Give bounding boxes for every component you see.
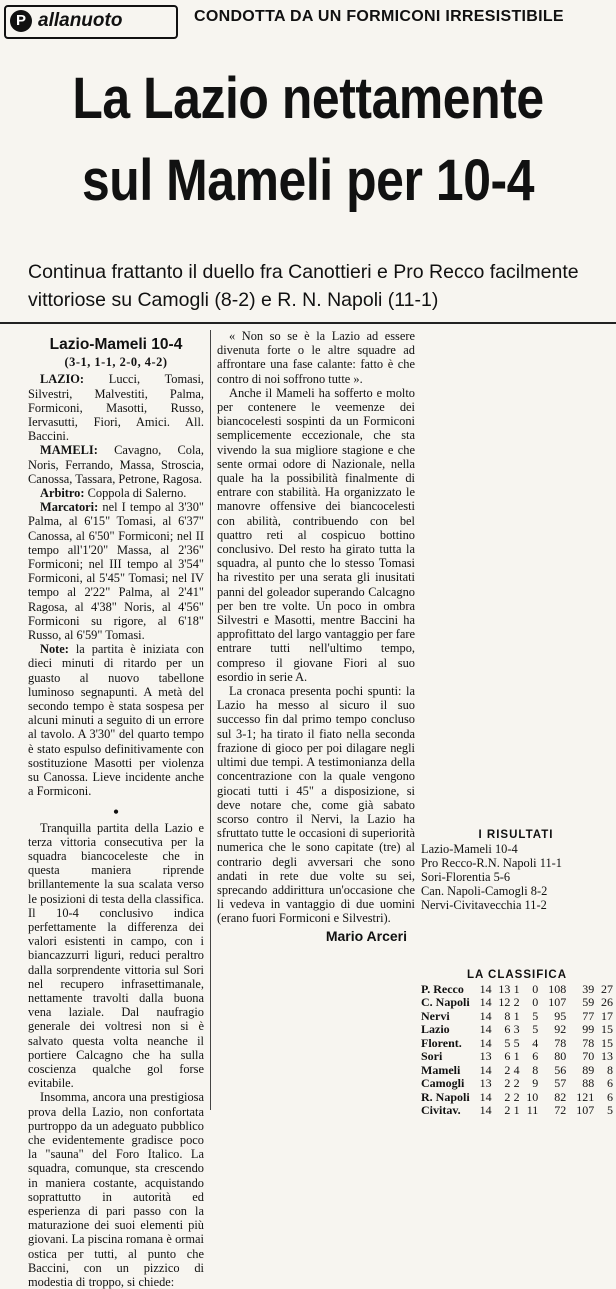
author-byline: Mario Arceri [325,927,407,944]
standings-cell-gf: 57 [554,1076,567,1090]
standings-cell-g: 13 [479,1076,492,1090]
standings-cell-gf: 108 [548,981,567,996]
standings-cell-pt: 15 [601,1035,613,1050]
standings-cell-team: Camogli [421,1076,465,1090]
standings-row [421,1104,613,1118]
standings-cell-pt: 6 [607,1076,613,1090]
standings-cell-v: 8 [504,1008,511,1023]
standings-row [421,996,613,1010]
headline-line-1: La Lazio nettamente [72,66,544,131]
arbitro-label: Arbitro: [40,486,85,501]
standings-row [421,1091,613,1105]
standings-cell-pt: 27 [601,981,613,996]
standings-cell-v: 2 [504,1062,511,1077]
standings-cell-g: 14 [479,1089,492,1104]
standings-cell-team: Sori [421,1049,443,1063]
standings-title: LA CLASSIFICA [466,969,568,981]
standings-cell-pt: 13 [601,1049,613,1063]
standings-cell-n: 1 [513,1103,520,1117]
result-line: Sori-Florentia 5-6 [421,870,511,884]
section-rubric [4,5,178,39]
column-2 [217,329,415,943]
standings-cell-v: 6 [504,1049,511,1063]
standings-cell-n: 1 [513,1049,520,1063]
standings-cell-team: P. Recco [421,981,464,996]
standings-cell-pt: 17 [601,1008,613,1023]
standings-row [421,1064,613,1078]
p-badge-icon: P [10,10,32,32]
standings-cell-gs: 89 [582,1062,595,1077]
referee [28,486,204,500]
result-line: Lazio-Mameli 10-4 [421,842,518,856]
standings-cell-v: 2 [504,1089,511,1104]
lazio-lineup [28,372,204,443]
rubric-name: allanuoto [38,10,123,31]
headline-line-2: sul Mameli per 10-4 [81,148,535,213]
mameli-text: Cavagno, Cola, Noris, Ferrando, Massa, Stroscia, Canossa, Tassara, Petrone, Ragosa. [28,443,204,486]
article-paragraph: La cronaca presenta pochi spunti: la Lazio ha messo al sicuro il suo successo fin dal primo tempo concluso sul 3-1; ha tirato il fiato nella seconda frazione di gioco per poi dilagare negli ultimi due tempi. A testimonianza della concentrazione con la quale vengono giocati tutti i 45" a disposizione, si deve notare che, come già sabato scorso contro il Nervi, la Lazio ha sfruttato tutte le occasioni di superiorità numerica che le sono capitate (tre) al contrario degli avversari che sono andati in rete due volte su sei, sprecando addirittura un'occasione che li vedeva in vantaggio di due uomini (erano fuori Formiconi e Silvestri). [217,684,415,926]
result-line: Can. Napoli-Camogli 8-2 [421,884,548,898]
standings-cell-pt: 15 [601,1022,613,1036]
standings-cell-g: 14 [479,981,492,996]
separator-dot-icon: • [112,801,120,822]
results-title: I RISULTATI [478,829,554,841]
standings-row [421,1077,613,1091]
standings-cell-g: 14 [479,1008,492,1023]
standings-cell-p: 8 [532,1062,539,1077]
standings-box [421,969,613,1118]
standings-table [421,983,613,1118]
match-title: Lazio-Mameli 10-4 [49,336,183,353]
standings-cell-gf: 92 [554,1022,567,1036]
headline [43,58,573,222]
standings-cell-p: 6 [532,1049,539,1063]
marcatori-label: Marcatori: [40,500,99,515]
standings-cell-v: 2 [504,1103,511,1117]
standings-row [421,1037,613,1051]
standings-cell-pt: 26 [601,995,613,1009]
kicker: CONDOTTA DA UN FORMICONI IRRESISTIBILE [194,8,564,25]
standings-cell-pt: 8 [607,1062,613,1077]
standings-row [421,1010,613,1024]
standings-cell-gf: 95 [554,1008,567,1023]
standings-cell-v: 2 [504,1076,511,1090]
column-divider [210,330,211,1110]
standings-cell-team: C. Napoli [421,995,470,1009]
standings-cell-p: 10 [526,1089,539,1104]
mameli-lineup [28,443,204,486]
standings-cell-n: 5 [513,1035,520,1050]
standings-cell-v: 6 [504,1022,511,1036]
standings-cell-gs: 77 [582,1008,595,1023]
standings-cell-p: 9 [532,1076,539,1090]
standings-cell-v: 13 [498,981,511,996]
standings-cell-g: 14 [479,995,492,1009]
standings-cell-v: 12 [498,995,511,1009]
standings-cell-team: Civitav. [421,1103,461,1117]
article-paragraph: Insomma, ancora una prestigiosa prova della Lazio, non confortata purtroppo da un adeguato pubblico che evidentemente gradisce poco la "sauna" del Foro Italico. La squadra, comunque, sta crescendo in maniera costante, acquistando soprattutto in autorità ed esperienza di pari passo con la maturazione dei suoi elementi più giovani. La piscina romana è ormai ostica per tutti, al punto che Baccini, con un pizzico di modestia di troppo, si chiede: [28,1090,204,1289]
standings-cell-team: Lazio [421,1022,450,1036]
section-header [0,0,616,42]
standings-cell-gf: 82 [554,1089,567,1104]
notes [28,642,204,798]
standings-cell-gs: 107 [576,1103,595,1117]
note-text: la partita è iniziata con dieci minuti di ritardo per un guasto al nuovo tabellone luminoso segnapunti. A metà del secondo tempo è stata sospesa per alcuni minuti a seguito di un errore al tavolo. A 3'30" del quarto tempo è stato espulso definitivamente con sostituzione Masotti per violenza su Canossa. Lieve incidente anche a Formiconi. [28,642,204,799]
standings-cell-n: 2 [513,995,520,1009]
standings-cell-gs: 39 [582,981,595,996]
standings-cell-n: 1 [513,1008,520,1023]
standings-cell-g: 14 [479,1062,492,1077]
article-paragraph: Anche il Mameli ha sofferto e molto per contenere le veemenze dei biancocelesti sospinti da un Formiconi semplicemente eccezionale, che sta vivendo la sua migliore stagione e che sente ormai odore di Nazionale, nella quale ha la possibilità finalmente di entrare con stabilità. Ha organizzato le manovre offensive dei biancocelesti con abilità, contribuendo con bel quattro reti al cospicuo bottino conclusivo. Del resto ha girato tutta la squadra, al punto che lo stesso Tomasi ha rivestito per una serata gli inusitati panni del goleador superando Calcagno per ben tre volte. Un poco in ombra Silvestri e Masotti, mentre Baccini ha approfittato del largo vantaggio per fare entrare tutti nell'ultimo tempo, compreso il giovane Fiori al suo esordio in serie A. [217,385,415,684]
lazio-label: LAZIO: [40,372,85,387]
standings-cell-p: 4 [532,1035,539,1050]
scorers [28,500,204,642]
standings-cell-pt: 5 [607,1103,613,1117]
standings-cell-g: 14 [479,1035,492,1050]
standings-cell-p: 5 [532,1022,539,1036]
standings-cell-p: 0 [532,995,539,1009]
standings-row [421,1023,613,1037]
mameli-label: MAMELI: [40,443,98,458]
standings-cell-g: 14 [479,1103,492,1117]
standings-cell-gs: 78 [582,1035,595,1050]
standings-cell-gs: 59 [582,995,595,1009]
standings-row [421,983,613,997]
standings-cell-p: 0 [532,981,539,996]
marcatori-text: nel I tempo al 3'30" Palma, al 6'15" Tomasi, al 6'37" Canossa, al 6'50" Formiconi; nel II tempo all'1'20" Massa, al 2'36" Formiconi; nel III tempo al 3'54" Formiconi, al 5'45" Tomasi; nel IV tempo al 2'22" Palma, al 2'41" Ragosa, al 4'38" Noris, al 4'56" Formiconi su rigore, al 6'18" Russo, al 6'59" Tomasi. [28,500,204,643]
standings-cell-pt: 6 [607,1089,613,1104]
standings-cell-team: Nervi [421,1008,450,1023]
column-1 [28,338,204,1289]
results-box [421,828,611,912]
divider [0,322,616,324]
standings-cell-n: 2 [513,1089,520,1104]
standings-cell-gf: 78 [554,1035,567,1050]
standings-cell-v: 5 [504,1035,511,1050]
subheadline: Continua frattanto il duello fra Canottieri e Pro Recco facilmente vittoriose su Camogli (8-2) e R. N. Napoli (11-1) [28,261,579,311]
standings-cell-g: 14 [479,1022,492,1036]
standings-cell-gs: 121 [576,1089,595,1104]
result-line: Nervi-Civitavecchia 11-2 [421,898,547,912]
standings-cell-gf: 107 [548,995,567,1009]
standings-cell-gs: 99 [582,1022,595,1036]
standings-cell-team: Mameli [421,1062,461,1077]
result-line: Pro Recco-R.N. Napoli 11-1 [421,856,562,870]
partial-scores: (3-1, 1-1, 2-0, 4-2) [64,355,168,370]
standings-cell-gf: 80 [554,1049,567,1063]
standings-cell-gf: 56 [554,1062,567,1077]
note-label: Note: [40,642,69,657]
standings-cell-g: 13 [479,1049,492,1063]
article-paragraph: Tranquilla partita della Lazio e terza vittoria consecutiva per la squadra biancoceleste che in questa maniera riprende brillantemente la sua scalata verso le posizioni di testa della classifica. Il 10-4 conclusivo indica perfettamente la differenza dei valori esistenti in campo, con i biancazzurri liguri, reduci peraltro dalla sorprendente vittoria sul Sori nel recupero infrasettimanale, nettamente travolti dalla buona vena laziale. Dal naufragio generale dei voltresi non si è salvato questa volta neanche il portiere Calcagno che ha sulla coscienza qualche gol forse evitabile. [28,820,204,1091]
standings-cell-n: 4 [513,1062,520,1077]
lazio-text: Lucci, Tomasi, Silvestri, Malvestiti, Palma, Formiconi, Masotti, Russo, Iervasutti, Fiori, Amici. All. Baccini. [28,372,204,444]
standings-cell-p: 5 [532,1008,539,1023]
standings-cell-gs: 88 [582,1076,595,1090]
standings-row [421,1050,613,1064]
standings-cell-n: 1 [513,981,520,996]
standings-cell-team: R. Napoli [421,1089,470,1104]
standings-cell-n: 2 [513,1076,520,1090]
standings-cell-n: 3 [513,1022,520,1036]
standings-cell-gs: 70 [582,1049,595,1063]
standings-cell-p: 11 [526,1103,539,1117]
arbitro-text: Coppola di Salerno. [84,486,187,501]
standings-cell-team: Florent. [421,1035,462,1050]
article-paragraph: « Non so se è la Lazio ad essere divenuta forte o le altre squadre ad affrontare una fase calante: fatto è che contro di noi soffrono tutte ». [217,329,415,386]
standings-cell-gf: 72 [554,1103,567,1117]
